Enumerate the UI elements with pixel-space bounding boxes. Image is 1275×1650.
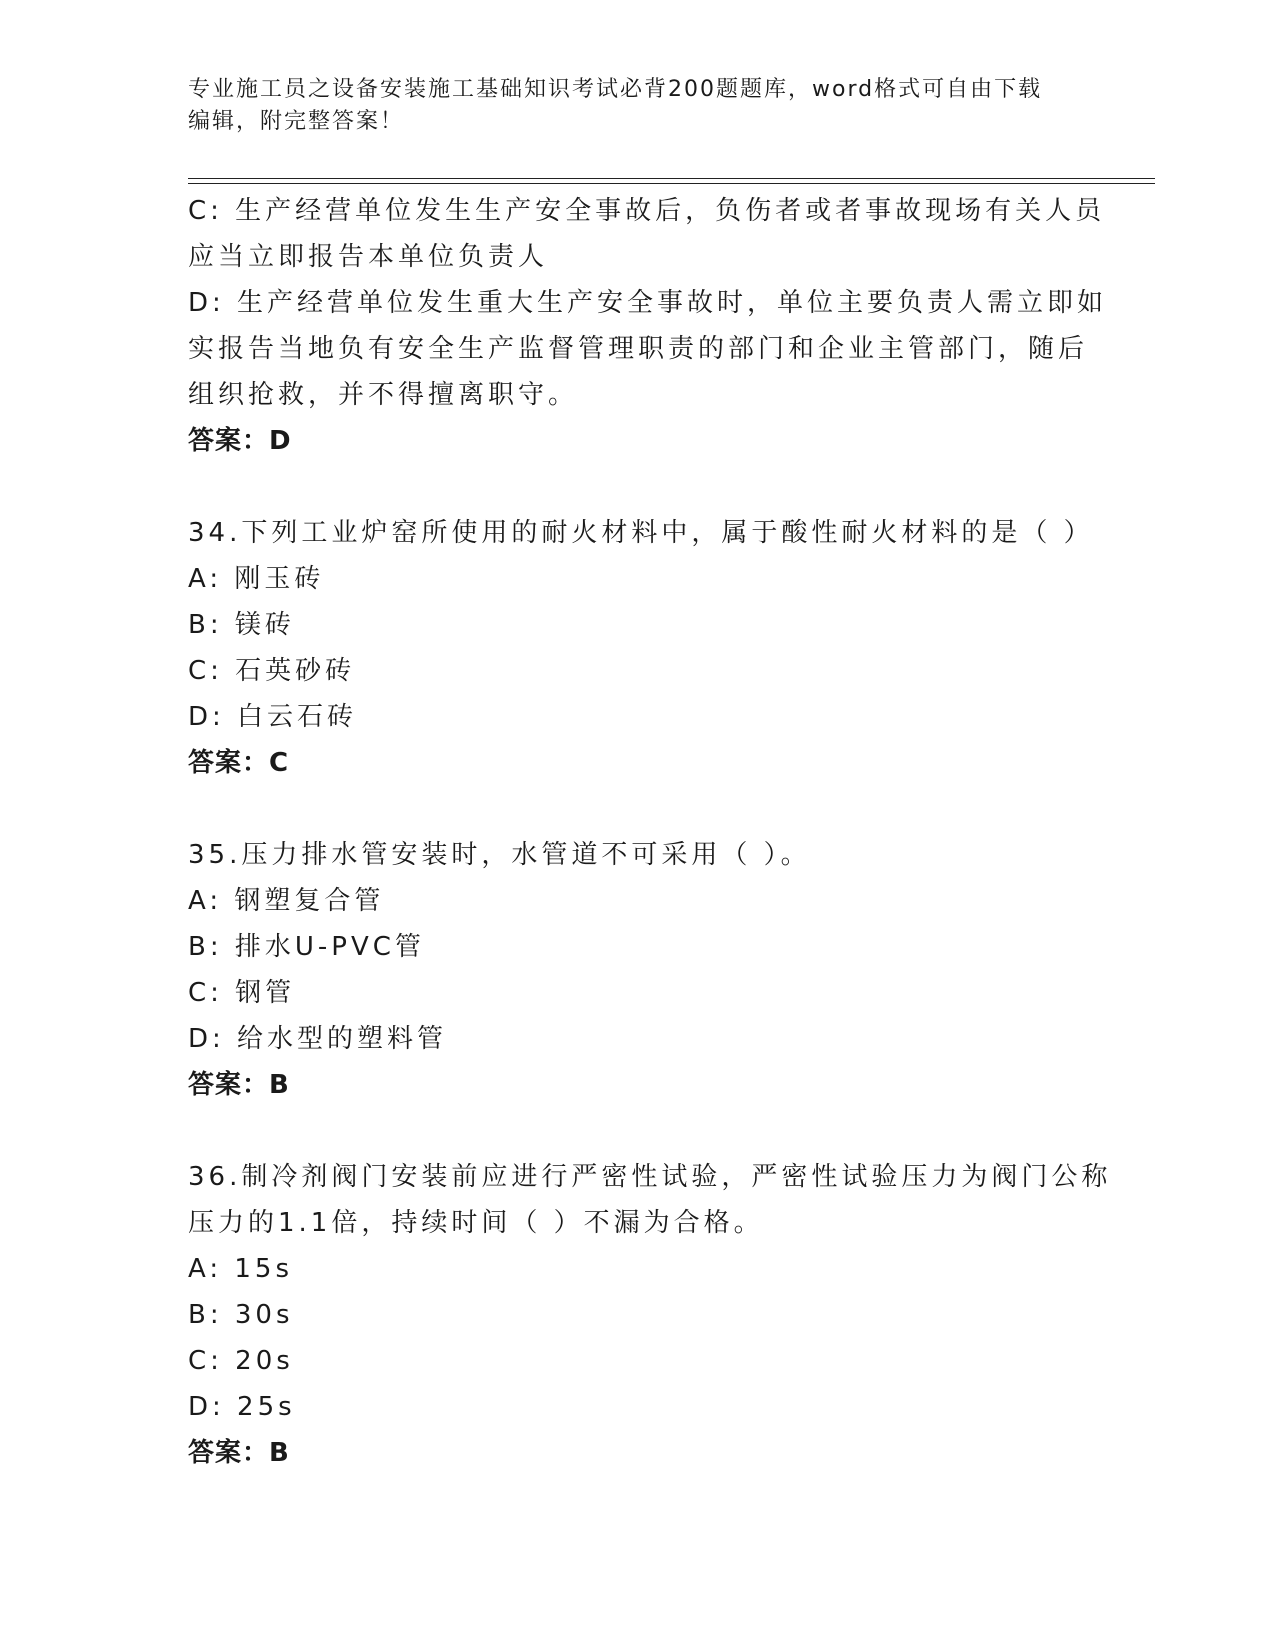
question-stem: 34.下列工业炉窑所使用的耐火材料中，属于酸性耐火材料的是（ ） [188,518,1094,548]
document-header [188,74,1088,138]
question-stem-line-2: 压力的1.1倍，持续时间（ ）不漏为合格。 [188,1208,764,1238]
option-c: C: 20s [188,1346,294,1376]
header-divider-top [188,178,1155,179]
option-b: B: 30s [188,1300,294,1330]
option-a: A: 刚玉砖 [188,564,325,594]
option-d-line-2: 实报告当地负有安全生产监督管理职责的部门和企业主管部门，随后 [188,334,1089,364]
option-d: D: 25s [188,1392,296,1422]
option-b: B: 镁砖 [188,610,295,640]
option-d-line-3: 组织抢救，并不得擅离职守。 [188,380,579,410]
option-c: C: 钢管 [188,978,296,1008]
option-b: B: 排水U-PVC管 [188,932,425,962]
option-d: D: 白云石砖 [188,702,358,732]
option-c-line-2: 应当立即报告本单位负责人 [188,242,549,272]
option-a: A: 15s [188,1254,293,1284]
question-34 [188,510,1094,786]
question-36 [188,1154,1112,1476]
question-stem: 35.压力排水管安装时，水管道不可采用（ ）。 [188,840,811,870]
question-35 [188,832,1088,1108]
header-line-2: 编辑，附完整答案！ [188,109,405,134]
answer-line: 答案：D [188,426,292,456]
option-d: D: 给水型的塑料管 [188,1024,448,1054]
previous-question-tail [188,188,1108,464]
spacer [188,464,1088,510]
document-body [188,188,1112,1476]
header-line-1: 专业施工员之设备安装施工基础知识考试必背200题题库，word格式可自由下载 [188,77,1043,102]
answer-line: 答案：B [188,1438,290,1468]
spacer [188,1108,1088,1154]
option-c-line-1: C: 生产经营单位发生生产安全事故后，负伤者或者事故现场有关人员 [188,196,1106,226]
question-stem-line-1: 36.制冷剂阀门安装前应进行严密性试验，严密性试验压力为阀门公称 [188,1162,1112,1192]
option-d-line-1: D: 生产经营单位发生重大生产安全事故时，单位主要负责人需立即如 [188,288,1108,318]
answer-line: 答案：C [188,748,290,778]
option-a: A: 钢塑复合管 [188,886,385,916]
option-c: C: 石英砂砖 [188,656,356,686]
header-divider-bottom [188,183,1155,184]
answer-line: 答案：B [188,1070,290,1100]
spacer [188,786,1088,832]
